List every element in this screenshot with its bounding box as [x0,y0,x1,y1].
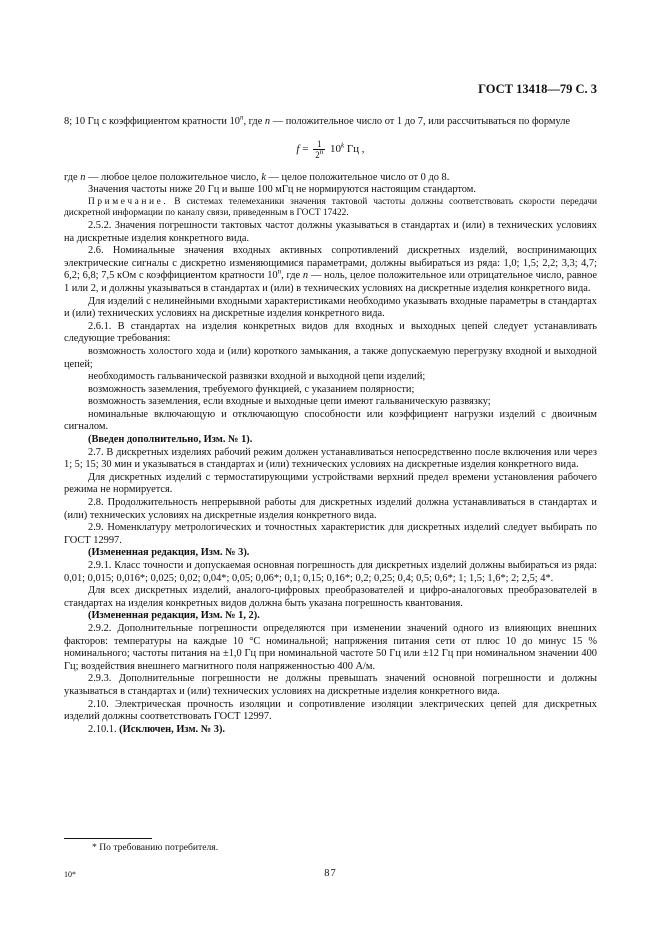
clause-2-9-2: 2.9.2. Дополнительные погрешности определяются при изменении значений одного из влияющих внешних факторов: температуры на каждые 10 °С номинальной; напряжения питания сети от плюс 10 до минус 15 % номинального; частоты питания на ±1,0 Гц при номинальной частоте 50 Гц или ±12 Гц при номинальном значении 400 Гц; воздействия внешнего магнитного поля напряженностью 400 А/м. [64,622,597,672]
clause-2-6: 2.6. Номинальные значения входных активных сопротивлений дискретных изделий, воспринимающих электрические сигналы с дискретно изменяющимися параметрами, должны выбираться из ряда: 1,0; 1,5; 2,2; 3,3; 4,7; 6,2; 6,8; 7,5 кОм с коэффициентом кратности 10$^n$, где n — ноль, целое положительное или отрицательное число, равное 1 или 2, и должны указываться в стандартах и (или) в технических условиях на дискретные изделия конкретного вида. [64,245,598,294]
clause-2-5-2: 2.5.2. Значения погрешности тактовых частот должны указываться в стандартах и (или) в технических условиях на дискретные изделия конкретного вида. [64,219,597,244]
clause-2-9: 2.9. Номенклатуру метрологических и точностных характеристик для дискретных изделий следует выбирать по ГОСТ 12997. [64,522,597,546]
paragraph-quantization: Для всех дискретных изделий, аналого-цифровых преобразователей и цифро-аналоговых преобразователей в стандартах на изделия конкретных видов должна быть указана погрешность квантования. [64,585,597,609]
page-number: 87 [324,868,337,879]
requirement-item: необходимость гальванической развязки входной и выходной цепи изделий; [88,371,426,383]
paragraph-frequency-limits: Значения частоты ниже 20 Гц и выше 100 мГц не нормируются настоящим стандартом. [88,184,476,196]
clause-2-10-1: 2.10.1. (Исключен, Изм. № 3). [88,723,226,735]
amendment-note: (Измененная редакция, Изм. № 3). [88,547,250,559]
footnote: * По требованию потребителя. [92,842,219,853]
paragraph-thermostat: Для дискретных изделий с термостатирующими устройствами верхний предел времени установления рабочего режима не нормируется. [64,471,597,496]
note-label: Примечание. [88,196,169,207]
formula-fraction: $\frac{1}{2^n}$ [315,138,324,160]
requirement-item: возможность заземления, если входные и выходные цепи имеют гальваническую развязку; [88,396,491,408]
amendment-note: (Измененная редакция, Изм. № 1, 2). [88,610,260,622]
clause-2-9-1: 2.9.1. Класс точности и допускаемая основная погрешность для дискретных изделий должны выбираться из ряда: 0,01; 0,015; 0,016*; 0,025; 0,02; 0,04*; 0,05; 0,06*; 0,1; 0,15; 0,16*; 0,2; 0,25; 0,4; 0,5; 0,6*; 1; 1,5; 1,6*; 2; 2,5; 4*. [64,560,597,584]
paragraph-where: где n — любое целое положительное число, k — целое положительное число от 0 до 8. [64,171,450,183]
footnote-divider [64,838,152,839]
clause-2-9-3: 2.9.3. Дополнительные погрешности не должны превышать значений основной погрешности и должны указываться в стандартах и (или) технических условиях на дискретные изделия конкретного вида. [64,673,597,697]
document-body [64,113,598,736]
clause-2-8: 2.8. Продолжительность непрерывной работы для дискретных изделий должна устанавливаться в стандартах и (или) технических условиях на дискретные изделия конкретного вида. [64,497,597,521]
requirement-item: номинальные включающую и отключающую способности или коэффициент нагрузки изделий с двоичным сигналом. [64,408,597,433]
paragraph-nonlinear: Для изделий с нелинейными входными характеристиками необходимо указывать входные параметры в стандартах и (или) технических условиях на дискретные изделия конкретного вида. [64,295,597,320]
clause-2-7: 2.7. В дискретных изделиях рабочий режим должен устанавливаться непосредственно после включения или через 1; 5; 15; 30 мин и указываться в стандартах и (или) технических условиях на дискретные изделия конкретного вида. [64,446,597,471]
clause-2-6-1: 2.6.1. В стандартах на изделия конкретных видов для входных и выходных цепей следует устанавливать следующие требования: [64,320,597,345]
page-header: ГОСТ 13418—79 С. 3 [478,82,597,96]
signature-mark: 10* [64,870,76,879]
formula: f = $\frac{1}{2^n}$ 10$^k$ Гц , [296,138,365,160]
requirement-item: возможность заземления, требуемого функцией, с указанием полярности; [88,383,415,395]
requirement-item: возможность холостого хода и (или) короткого замыкания, а также допускаемую перегрузку входной и выходной цепей; [64,345,597,370]
paragraph-frequency-series: 8; 10 Гц с коэффициентом кратности 10$^n$, где n — положительное число от 1 до 7, или рассчитываться по формуле [64,113,571,127]
amendment-note: (Введен дополнительно, Изм. № 1). [88,434,253,446]
clause-2-10: 2.10. Электрическая прочность изоляции и сопротивление изоляции электрических цепей для дискретных изделий должны соответствовать ГОСТ 12997. [64,698,597,723]
note: Примечание. В системах телемеханики значения тактовой частоты должны соответствовать скорости передачи дискретной информации по каналу связи, приведенным в ГОСТ 17422. [64,196,597,219]
